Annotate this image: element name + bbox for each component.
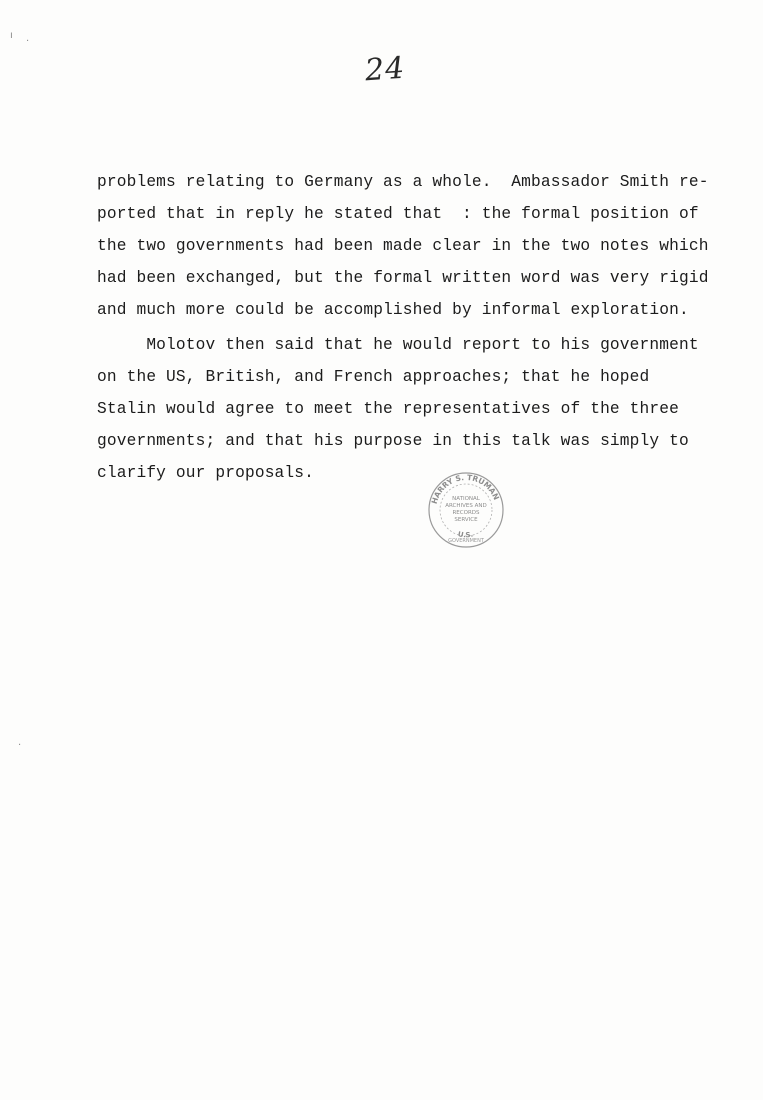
stamp-center-line: NATIONAL <box>452 496 480 502</box>
body-line: had been exchanged, but the formal written word was very rigid <box>97 269 709 287</box>
margin-speck: · <box>18 740 22 751</box>
body-line: clarify our proposals. <box>97 464 315 482</box>
stamp-center-line: RECORDS <box>452 510 480 516</box>
body-line: and much more could be accomplished by informal exploration. <box>97 301 689 319</box>
body-line: the two governments had been made clear in the two notes which <box>97 237 709 255</box>
stamp-bottom-text: GOVERNMENT <box>448 538 484 544</box>
page-number: 24 <box>363 50 407 89</box>
body-line: governments; and that his purpose in this talk was simply to <box>97 432 689 450</box>
stamp-ring-bottom: U.S. <box>457 530 474 540</box>
body-line: Stalin would agree to meet the representatives of the three <box>97 400 679 418</box>
body-line: Molotov then said that he would report to his government <box>97 336 699 354</box>
body-line: problems relating to Germany as a whole. Ambassador Smith re- <box>97 173 709 191</box>
margin-speck: ı <box>10 30 13 41</box>
body-line: ported that in reply he stated that : the formal position of <box>97 205 699 223</box>
archive-stamp <box>426 468 506 550</box>
body-line: on the US, British, and French approaches; that he hoped <box>97 368 650 386</box>
stamp-ring-text: HARRY S. TRUMAN <box>429 472 501 505</box>
stamp-center-line: ARCHIVES AND <box>445 503 487 509</box>
stamp-center-line: SERVICE <box>454 517 478 523</box>
margin-speck: · <box>26 36 30 47</box>
